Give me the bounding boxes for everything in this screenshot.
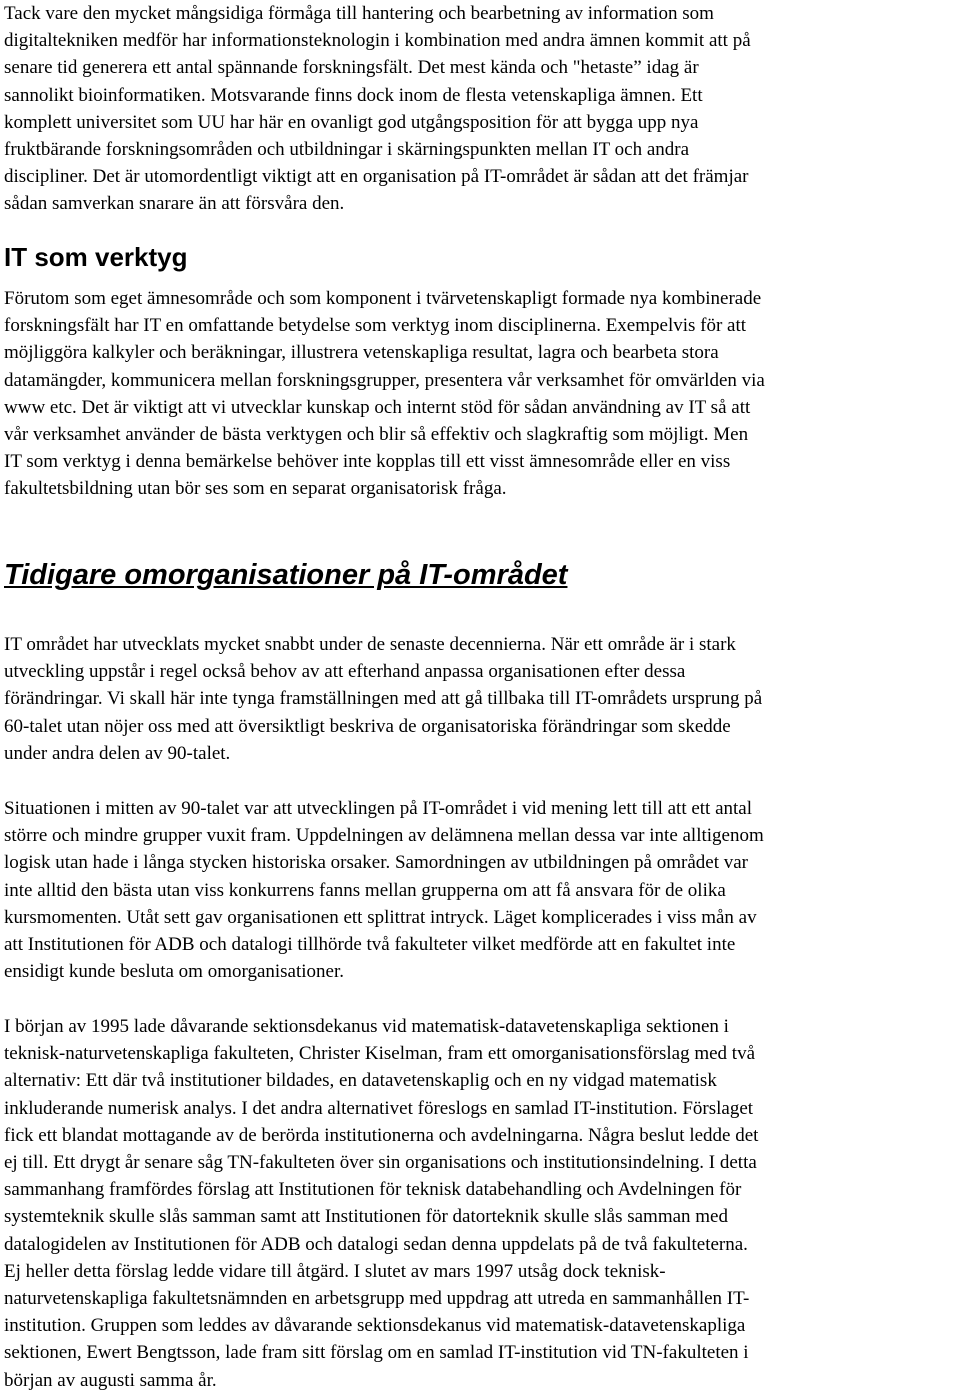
text-line: Situationen i mitten av 90-talet var att utvecklingen på IT-området i vid mening lett till att ett antal <box>4 798 753 819</box>
section-heading-it-som-verktyg: IT som verktyg <box>4 242 188 272</box>
text-line: sektionen, Ewert Bengtsson, lade fram sitt förslag om en samlad IT-institution vid TN-fakulteten i <box>4 1342 749 1364</box>
text-line: teknisk-naturvetenskapliga fakulteten, Christer Kiselman, fram ett omorganisationsförslag med två <box>4 1043 756 1065</box>
text-line: sådan samverkan snarare än att försvåra den. <box>4 193 345 215</box>
text-line: forskningsfält har IT en omfattande betydelse som verktyg inom disciplinerna. Exempelvis för att <box>4 315 747 337</box>
intro-paragraph <box>4 0 751 218</box>
text-line: komplett universitet som UU har här en ovanligt god utgångsposition för att bygga upp nya <box>4 111 699 133</box>
text-line: discipliner. Det är utomordentligt viktigt att en organisation på IT-området är sådan att det främjar <box>4 166 749 188</box>
section-heading-tidigare-omorganisationer: Tidigare omorganisationer på IT-området <box>4 559 568 591</box>
text-line: IT området har utvecklats mycket snabbt under de senaste decennierna. När ett område är i stark <box>4 634 736 655</box>
text-line: inte alltid den bästa utan viss konkurrens fanns mellan grupperna om att få ansvara för de olika <box>4 879 726 901</box>
text-line: digitaltekniken medför har informationsteknologin i kombination med andra ämnen kommit att på <box>4 30 751 52</box>
text-line: logisk utan hade i långa stycken historiska orsaker. Samordningen av utbildningen på området var <box>4 852 748 874</box>
text-line: datamängder, kommunicera mellan forskningsgrupper, presentera vår verksamhet för omvärlden via <box>4 369 765 391</box>
text-line: institution. Gruppen som leddes av dåvarande sektionsdekanus vid matematisk-datavetenskapliga <box>4 1315 746 1337</box>
tidigare-paragraph-2 <box>4 795 764 985</box>
text-line: fruktbärande forskningsområden och utbildningar i skärningspunkten mellan IT och andra <box>4 139 690 161</box>
text-line: datalogidelen av Institutionen för ADB och datalogi sedan denna uppdelats på de två fakulteterna. <box>4 1233 748 1255</box>
text-line: systemteknik skulle slås samman samt att Institutionen för datorteknik skulle slås samman med <box>4 1206 728 1228</box>
tidigare-paragraph-1 <box>4 631 762 767</box>
text-line: I början av 1995 lade dåvarande sektionsdekanus vid matematisk-datavetenskapliga sektionen i <box>4 1016 729 1037</box>
text-line: början av augusti samma år. <box>4 1369 217 1391</box>
text-line: naturvetenskapliga fakultetsnämnden en arbetsgrupp med uppdrag att utreda en sammanhållen IT- <box>4 1288 750 1310</box>
text-line: sammanhang framfördes förslag att Institutionen för teknisk databehandling och Avdelningen för <box>4 1179 742 1201</box>
text-line: ej till. Ett drygt år senare såg TN-fakulteten över sin organisations och institutionsindelning. I detta <box>4 1152 757 1174</box>
it-verktyg-paragraph <box>4 285 765 503</box>
text-line: www etc. Det är viktigt att vi utvecklar kunskap och internt stöd för sådan användning av IT så att <box>4 396 751 418</box>
text-line: utveckling uppstår i regel också behov av att efterhand anpassa organisationen efter dessa <box>4 661 686 683</box>
tidigare-paragraph-3 <box>4 1013 758 1394</box>
text-line: sannolikt bioinformatiken. Motsvarande finns dock inom de flesta vetenskapliga ämnen. Ett <box>4 84 703 106</box>
text-line: Tack vare den mycket mångsidiga förmåga till hantering och bearbetning av information som <box>4 3 714 24</box>
text-line: ensidigt kunde besluta om omorganisationer. <box>4 961 345 983</box>
text-line: inkluderande numerisk analys. I det andra alternativet föreslogs en samlad IT-institution. Förslaget <box>4 1097 754 1119</box>
text-line: Ej heller detta förslag ledde vidare till åtgärd. I slutet av mars 1997 utsåg dock teknisk- <box>4 1260 666 1282</box>
text-line: under andra delen av 90-talet. <box>4 742 231 764</box>
text-line: vår verksamhet använder de bästa verktygen och blir så effektiv och slagkraftig som möjligt. Men <box>4 424 749 446</box>
text-line: kursmomenten. Utåt sett gav organisationen ett splittrat intryck. Läget komplicerades i viss mån av <box>4 906 757 928</box>
text-line: Förutom som eget ämnesområde och som komponent i tvärvetenskapligt formade nya kombinerade <box>4 288 762 309</box>
text-line: alternativ: Ett där två institutioner bildades, en datavetenskaplig och en ny vidgad matematisk <box>4 1070 717 1092</box>
text-line: IT som verktyg i denna bemärkelse behöver inte kopplas till ett visst ämnesområde eller en viss <box>4 451 731 473</box>
text-line: senare tid generera ett antal spännande forskningsfält. Det mest kända och "hetaste” idag är <box>4 57 699 79</box>
text-line: förändringar. Vi skall här inte tynga framställningen med att gå tillbaka till IT-områdets ursprung på <box>4 688 763 710</box>
text-line: fakultetsbildning utan bör ses som en separat organisatorisk fråga. <box>4 478 507 500</box>
text-line: fick ett blandat mottagande av de berörda institutionerna och avdelningarna. Några beslut ledde det <box>4 1124 759 1146</box>
text-line: möjliggöra kalkyler och beräkningar, illustrera vetenskapliga resultat, lagra och bearbeta stora <box>4 342 719 364</box>
text-line: större och mindre grupper vuxit fram. Uppdelningen av delämnena mellan dessa var inte alltigenom <box>4 825 764 847</box>
text-line: att Institutionen för ADB och datalogi tillhörde två fakulteter vilket medförde att en fakultet inte <box>4 934 736 956</box>
text-line: 60-talet utan nöjer oss med att översiktligt beskriva de organisatoriska förändringar som skedde <box>4 715 731 737</box>
